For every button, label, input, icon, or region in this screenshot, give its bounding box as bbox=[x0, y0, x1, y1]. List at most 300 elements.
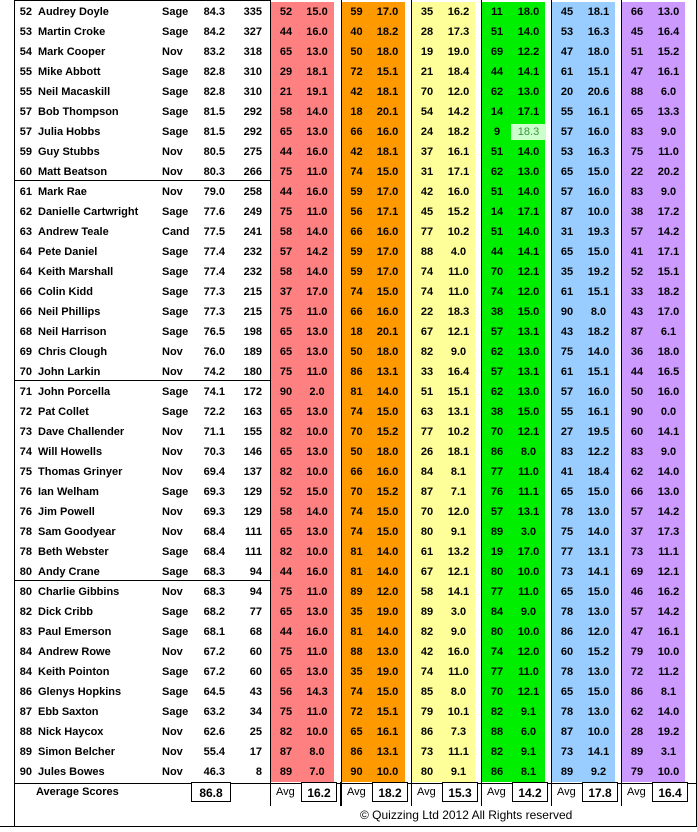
score-cell: 80.3 bbox=[203, 166, 225, 178]
points-cell: 111 bbox=[244, 546, 262, 558]
points-cell: 258 bbox=[243, 186, 262, 198]
band-2-position: 70 bbox=[350, 486, 363, 498]
band-4-score: 13.0 bbox=[517, 346, 540, 358]
status-cell: Sage bbox=[162, 286, 189, 298]
band-4-position: 38 bbox=[490, 306, 504, 318]
band-3-score: 8.0 bbox=[450, 686, 467, 698]
band-2-score: 16.1 bbox=[376, 726, 399, 738]
player-name-cell: John Larkin bbox=[38, 366, 101, 378]
band-6-score: 16.1 bbox=[657, 66, 680, 78]
status-cell: Nov bbox=[162, 726, 183, 738]
avg-label: Avg bbox=[276, 786, 295, 798]
band-6-position: 79 bbox=[630, 646, 644, 658]
score-cell: 80.5 bbox=[203, 146, 225, 158]
band-1-position: 75 bbox=[279, 706, 293, 718]
band-3-score: 10.1 bbox=[447, 706, 470, 718]
band-2-score: 13.1 bbox=[376, 746, 399, 758]
rank-cell: 57 bbox=[19, 126, 32, 138]
band-3-position: 28 bbox=[420, 26, 434, 38]
points-cell: 266 bbox=[243, 166, 262, 178]
band-5-score: 18.4 bbox=[587, 466, 610, 478]
band-3-position: 82 bbox=[420, 346, 434, 358]
band-1-score: 14.0 bbox=[306, 266, 328, 278]
band-1-position: 58 bbox=[279, 226, 293, 238]
table-row bbox=[0, 562, 697, 582]
rank-cell: 80 bbox=[19, 566, 32, 578]
band-6-position: 52 bbox=[630, 266, 644, 278]
score-cell: 76.0 bbox=[203, 346, 225, 358]
table-row bbox=[0, 522, 697, 542]
player-name-cell: Nick Haycox bbox=[38, 726, 104, 738]
band-5-score: 15.0 bbox=[587, 486, 610, 498]
band-4-score: 17.1 bbox=[517, 106, 540, 118]
band-1-position: 65 bbox=[279, 446, 293, 458]
band-4-score: 11.0 bbox=[518, 666, 539, 678]
band-6-position: 50 bbox=[630, 386, 644, 398]
status-cell: Nov bbox=[162, 366, 183, 378]
points-cell: 60 bbox=[249, 646, 262, 658]
points-cell: 335 bbox=[243, 6, 262, 18]
band-4-position: 69 bbox=[490, 46, 504, 58]
player-name-cell: Will Howells bbox=[38, 446, 103, 458]
points-cell: 318 bbox=[243, 46, 262, 58]
band-3-position: 70 bbox=[420, 86, 434, 98]
status-cell: Nov bbox=[162, 186, 183, 198]
player-name-cell: Colin Kidd bbox=[38, 286, 93, 298]
score-cell: 82.8 bbox=[203, 66, 225, 78]
band-5-score: 9.2 bbox=[590, 766, 607, 778]
band-4-score: 9.0 bbox=[520, 606, 537, 618]
band-2-position: 35 bbox=[350, 606, 363, 618]
band-1-position: 21 bbox=[279, 86, 293, 98]
band-2-position: 81 bbox=[350, 626, 363, 638]
band-6-score: 20.2 bbox=[657, 166, 680, 178]
band-4-score: 12.1 bbox=[517, 266, 540, 278]
rank-cell: 63 bbox=[19, 226, 32, 238]
band-5-score: 14.1 bbox=[587, 746, 610, 758]
band-2-score: 15.1 bbox=[376, 706, 399, 718]
band-2-position: 50 bbox=[350, 346, 363, 358]
status-cell: Sage bbox=[162, 206, 189, 218]
avg-label: Avg bbox=[557, 786, 576, 798]
band-1-score: 14.2 bbox=[306, 246, 328, 258]
player-name-cell: Bob Thompson bbox=[38, 106, 119, 118]
points-cell: 129 bbox=[243, 486, 262, 498]
band-5-position: 55 bbox=[560, 406, 574, 418]
table-row bbox=[0, 342, 697, 362]
table-row bbox=[0, 182, 697, 202]
band-5-score: 19.3 bbox=[587, 226, 610, 238]
band-4-position: 84 bbox=[490, 606, 504, 618]
band-3-position: 42 bbox=[420, 186, 434, 198]
band-5-position: 61 bbox=[560, 66, 574, 78]
band-6-score: 9.0 bbox=[660, 446, 677, 458]
player-name-cell: Keith Pointon bbox=[38, 666, 110, 678]
band-1-position: 90 bbox=[279, 386, 293, 398]
band-6-position: 57 bbox=[630, 506, 644, 518]
band-1-score: 15.0 bbox=[306, 6, 328, 18]
band-1-score: 14.0 bbox=[306, 226, 328, 238]
band-1-position: 82 bbox=[279, 726, 293, 738]
band-4-highlighted-score: 18.3 bbox=[511, 124, 546, 140]
score-cell: 82.8 bbox=[203, 86, 225, 98]
band-1-score: 18.1 bbox=[306, 66, 328, 78]
band-2-position: 89 bbox=[350, 586, 363, 598]
band-1-position: 82 bbox=[279, 466, 293, 478]
group-divider bbox=[14, 180, 270, 181]
band-5-score: 13.0 bbox=[587, 666, 610, 678]
band-3-score: 18.3 bbox=[447, 306, 470, 318]
band-6-position: 88 bbox=[630, 86, 644, 98]
status-cell: Sage bbox=[162, 126, 189, 138]
band-2-score: 19.0 bbox=[376, 666, 399, 678]
band-3-score: 14.1 bbox=[447, 586, 470, 598]
band-1-position: 57 bbox=[279, 246, 293, 258]
band-4-score: 13.0 bbox=[517, 386, 540, 398]
band-2-position: 66 bbox=[350, 466, 363, 478]
band-5-score: 13.0 bbox=[587, 506, 610, 518]
band-3-position: 51 bbox=[420, 386, 434, 398]
band-3-position: 24 bbox=[420, 126, 434, 138]
band-1-position: 65 bbox=[279, 666, 293, 678]
band-3-position: 21 bbox=[420, 66, 434, 78]
rank-cell: 82 bbox=[19, 606, 32, 618]
band-2-position: 42 bbox=[350, 146, 363, 158]
rank-cell: 84 bbox=[19, 666, 32, 678]
band-1-position: 82 bbox=[279, 546, 293, 558]
band-5-position: 65 bbox=[560, 166, 574, 178]
band-3-position: 19 bbox=[420, 46, 434, 58]
band-1-score: 15.0 bbox=[306, 486, 328, 498]
band-4-score: 3.0 bbox=[520, 526, 537, 538]
band-2-score: 16.0 bbox=[376, 226, 399, 238]
band-1-score: 13.0 bbox=[306, 406, 328, 418]
band-6-score: 9.0 bbox=[660, 186, 677, 198]
band-6-position: 44 bbox=[630, 366, 644, 378]
band-6-position: 60 bbox=[630, 426, 644, 438]
score-cell: 62.6 bbox=[203, 726, 225, 738]
score-cell: 64.5 bbox=[203, 686, 225, 698]
band-4-score: 17.0 bbox=[517, 546, 540, 558]
band-6-score: 14.0 bbox=[657, 706, 680, 718]
band-2-score: 14.0 bbox=[376, 626, 399, 638]
band-5-score: 15.2 bbox=[587, 646, 610, 658]
table-row bbox=[0, 622, 697, 642]
band-5-position: 75 bbox=[560, 526, 574, 538]
band-6-score: 11.2 bbox=[658, 666, 679, 678]
score-cell: 77.5 bbox=[203, 226, 225, 238]
band-4-position: 57 bbox=[490, 506, 504, 518]
rank-cell: 68 bbox=[19, 326, 32, 338]
band-3-score: 12.1 bbox=[447, 566, 470, 578]
band-2-position: 40 bbox=[350, 26, 363, 38]
band-6-position: 51 bbox=[630, 46, 644, 58]
band-2-score: 18.0 bbox=[376, 46, 399, 58]
band-2-score: 14.0 bbox=[376, 566, 399, 578]
band-4-position: 70 bbox=[490, 266, 504, 278]
copyright-text: © Quizzing Ltd 2012 All Rights reserved bbox=[360, 808, 573, 822]
player-name-cell: Sam Goodyear bbox=[38, 526, 116, 538]
status-cell: Sage bbox=[162, 306, 189, 318]
player-name-cell: Chris Clough bbox=[38, 346, 108, 358]
band-5-position: 35 bbox=[560, 266, 574, 278]
band-4-position: 51 bbox=[490, 146, 504, 158]
band-6-position: 57 bbox=[630, 226, 644, 238]
band-2-score: 13.1 bbox=[376, 366, 399, 378]
player-name-cell: Ian Welham bbox=[38, 486, 99, 498]
rank-cell: 90 bbox=[19, 766, 32, 778]
table-row bbox=[0, 82, 697, 102]
band-6-score: 6.0 bbox=[660, 86, 677, 98]
band-5-position: 83 bbox=[560, 446, 574, 458]
rank-cell: 57 bbox=[19, 106, 32, 118]
band-4-score: 14.1 bbox=[517, 246, 540, 258]
band-1-position: 58 bbox=[279, 266, 293, 278]
band-4-position: 14 bbox=[490, 106, 504, 118]
band-1-score: 17.0 bbox=[306, 286, 328, 298]
player-name-cell: Danielle Cartwright bbox=[38, 206, 139, 218]
band-3-position: 74 bbox=[420, 286, 434, 298]
score-cell: 84.3 bbox=[203, 6, 225, 18]
score-cell: 74.2 bbox=[203, 366, 225, 378]
band-1-score: 13.0 bbox=[306, 46, 328, 58]
band-3-score: 13.2 bbox=[447, 546, 470, 558]
band-5-position: 73 bbox=[560, 746, 574, 758]
band-4-position: 74 bbox=[490, 646, 504, 658]
score-cell: 46.3 bbox=[203, 766, 225, 778]
band-4-position: 14 bbox=[490, 206, 504, 218]
band-4-position: 51 bbox=[490, 186, 504, 198]
score-cell: 67.2 bbox=[203, 666, 225, 678]
band-5-score: 12.2 bbox=[587, 446, 610, 458]
band-1-position: 29 bbox=[279, 66, 293, 78]
band-5-position: 43 bbox=[560, 326, 574, 338]
band-2-score: 18.0 bbox=[376, 446, 399, 458]
band-2-score: 18.1 bbox=[376, 146, 399, 158]
band-1-position: 65 bbox=[279, 46, 293, 58]
table-row bbox=[0, 202, 697, 222]
band-4-score: 14.1 bbox=[517, 66, 540, 78]
score-cell: 68.4 bbox=[203, 526, 225, 538]
band-2-score: 15.2 bbox=[376, 486, 399, 498]
band-1-score: 13.0 bbox=[306, 326, 328, 338]
band-1-position: 44 bbox=[279, 566, 293, 578]
band-6-position: 75 bbox=[630, 146, 644, 158]
band-1-position: 75 bbox=[279, 646, 293, 658]
player-name-cell: Pete Daniel bbox=[38, 246, 98, 258]
band-2-score: 15.0 bbox=[376, 286, 399, 298]
band-4-score: 14.0 bbox=[517, 26, 540, 38]
bottom-border bbox=[0, 826, 697, 827]
band-2-score: 15.0 bbox=[376, 406, 399, 418]
player-name-cell: Paul Emerson bbox=[38, 626, 112, 638]
band-6-position: 79 bbox=[630, 766, 644, 778]
band-6-score: 19.2 bbox=[657, 726, 680, 738]
band-5-score: 16.0 bbox=[587, 386, 610, 398]
band-6-score: 9.0 bbox=[660, 126, 677, 138]
points-cell: 68 bbox=[249, 626, 262, 638]
status-cell: Sage bbox=[162, 386, 189, 398]
band-1-score: 13.0 bbox=[306, 346, 328, 358]
band-4-position: 62 bbox=[490, 86, 504, 98]
band-3-score: 8.1 bbox=[450, 466, 467, 478]
band-5-score: 16.3 bbox=[587, 146, 610, 158]
band-2-score: 17.1 bbox=[376, 206, 399, 218]
band-4-score: 14.0 bbox=[517, 146, 540, 158]
band-2-position: 74 bbox=[350, 506, 363, 518]
band-1-position: 56 bbox=[279, 686, 293, 698]
band-1-score: 16.0 bbox=[306, 566, 328, 578]
points-cell: 180 bbox=[243, 366, 262, 378]
band-3-score: 15.2 bbox=[447, 206, 470, 218]
band-6-score: 16.1 bbox=[657, 626, 680, 638]
band-6-score: 17.0 bbox=[657, 306, 680, 318]
band-4-score: 6.0 bbox=[520, 726, 537, 738]
band-6-position: 62 bbox=[630, 706, 644, 718]
status-cell: Nov bbox=[162, 146, 183, 158]
band-1-position: 52 bbox=[279, 6, 293, 18]
band-4-score: 8.1 bbox=[520, 766, 537, 778]
table-row bbox=[0, 402, 697, 422]
table-row bbox=[0, 682, 697, 702]
band-3-position: 74 bbox=[420, 266, 434, 278]
score-cell: 72.2 bbox=[203, 406, 225, 418]
band-2-position: 66 bbox=[350, 306, 363, 318]
score-cell: 81.5 bbox=[203, 126, 225, 138]
band-3-position: 70 bbox=[420, 506, 434, 518]
status-cell: Sage bbox=[162, 606, 189, 618]
band-4-score: 13.1 bbox=[517, 326, 540, 338]
band-2-score: 16.0 bbox=[376, 306, 399, 318]
score-cell: 69.3 bbox=[203, 506, 225, 518]
band-6-position: 69 bbox=[630, 566, 644, 578]
band-4-position: 70 bbox=[490, 686, 504, 698]
rank-cell: 88 bbox=[19, 726, 32, 738]
band-5-position: 87 bbox=[560, 206, 574, 218]
band-2-position: 42 bbox=[350, 86, 363, 98]
band-2-position: 86 bbox=[350, 366, 363, 378]
band-1-position: 65 bbox=[279, 346, 293, 358]
rank-cell: 84 bbox=[19, 646, 32, 658]
band-2-score: 15.1 bbox=[376, 66, 399, 78]
band-5-position: 86 bbox=[560, 626, 574, 638]
table-row bbox=[0, 282, 697, 302]
band-4-score: 13.0 bbox=[517, 86, 540, 98]
band-4-score: 12.0 bbox=[517, 286, 540, 298]
score-cell: 55.4 bbox=[203, 746, 225, 758]
band-5-score: 16.1 bbox=[587, 106, 610, 118]
band-3-score: 11.0 bbox=[448, 666, 469, 678]
band-3-score: 13.1 bbox=[447, 406, 470, 418]
band-6-score: 14.2 bbox=[657, 226, 680, 238]
band-4-position: 80 bbox=[490, 566, 504, 578]
player-name-cell: Keith Marshall bbox=[38, 266, 114, 278]
band-5-score: 19.5 bbox=[587, 426, 610, 438]
band-2-score: 17.0 bbox=[376, 266, 399, 278]
rank-cell: 61 bbox=[19, 186, 32, 198]
band-2-position: 72 bbox=[350, 706, 363, 718]
band-1-score: 7.0 bbox=[309, 766, 325, 778]
rank-cell: 75 bbox=[19, 466, 32, 478]
points-cell: 292 bbox=[243, 106, 262, 118]
band-4-position: 51 bbox=[490, 226, 504, 238]
overall-average-box: 86.8 bbox=[191, 782, 231, 802]
band-2-score: 18.0 bbox=[376, 346, 399, 358]
status-cell: Sage bbox=[162, 26, 189, 38]
band-5-score: 14.0 bbox=[587, 526, 610, 538]
band-5-position: 47 bbox=[560, 46, 574, 58]
band-3-score: 16.1 bbox=[447, 146, 470, 158]
band-1-score: 2.0 bbox=[309, 386, 325, 398]
points-cell: 137 bbox=[243, 466, 262, 478]
band-3-position: 86 bbox=[420, 726, 434, 738]
score-cell: 69.3 bbox=[203, 486, 225, 498]
band-6-position: 66 bbox=[630, 486, 644, 498]
points-cell: 111 bbox=[244, 526, 262, 538]
band-2-score: 16.0 bbox=[376, 466, 399, 478]
points-cell: 292 bbox=[243, 126, 262, 138]
band-4-position: 77 bbox=[490, 586, 504, 598]
points-cell: 249 bbox=[243, 206, 262, 218]
band-4-score: 14.0 bbox=[517, 186, 540, 198]
player-name-cell: Andy Crane bbox=[38, 566, 100, 578]
band-6-score: 10.0 bbox=[657, 766, 680, 778]
band-5-position: 65 bbox=[560, 246, 574, 258]
group-divider bbox=[14, 380, 270, 381]
band-4-position: 76 bbox=[490, 486, 504, 498]
status-cell: Sage bbox=[162, 86, 189, 98]
status-cell: Nov bbox=[162, 446, 183, 458]
band-1-score: 10.0 bbox=[306, 466, 328, 478]
avg-label: Avg bbox=[417, 786, 436, 798]
band-3-score: 18.2 bbox=[447, 126, 470, 138]
status-cell: Sage bbox=[162, 106, 189, 118]
rank-cell: 70 bbox=[19, 366, 32, 378]
band-6-position: 43 bbox=[630, 306, 644, 318]
band-3-score: 16.2 bbox=[447, 6, 470, 18]
band-6-position: 36 bbox=[630, 346, 644, 358]
band-4-position: 77 bbox=[490, 466, 504, 478]
status-cell: Nov bbox=[162, 586, 183, 598]
band-1-score: 14.0 bbox=[306, 506, 328, 518]
rank-cell: 53 bbox=[19, 26, 32, 38]
band-1-position: 75 bbox=[279, 586, 293, 598]
player-name-cell: Andrew Rowe bbox=[38, 646, 111, 658]
band-1-score: 13.0 bbox=[306, 446, 328, 458]
table-row bbox=[0, 142, 697, 162]
player-name-cell: Neil Macaskill bbox=[38, 86, 111, 98]
band-6-position: 47 bbox=[630, 626, 644, 638]
band-4-score: 15.0 bbox=[517, 306, 540, 318]
band-5-position: 78 bbox=[560, 606, 574, 618]
band-5-position: 78 bbox=[560, 666, 574, 678]
band-3-position: 84 bbox=[420, 466, 434, 478]
band-6-score: 10.0 bbox=[657, 646, 680, 658]
band-3-score: 4.0 bbox=[450, 246, 467, 258]
band-1-score: 16.0 bbox=[306, 186, 328, 198]
band-6-position: 33 bbox=[630, 286, 644, 298]
band-6-score: 16.4 bbox=[657, 26, 680, 38]
band-4-position: 89 bbox=[490, 526, 504, 538]
band-2-score: 15.0 bbox=[376, 506, 399, 518]
rank-cell: 52 bbox=[19, 6, 32, 18]
band-1-score: 19.1 bbox=[306, 86, 328, 98]
points-cell: 310 bbox=[243, 66, 262, 78]
player-name-cell: Glenys Hopkins bbox=[38, 686, 122, 698]
band-4-score: 11.1 bbox=[518, 486, 539, 498]
band-1-score: 8.0 bbox=[309, 746, 325, 758]
band-1-score: 11.0 bbox=[306, 306, 328, 318]
